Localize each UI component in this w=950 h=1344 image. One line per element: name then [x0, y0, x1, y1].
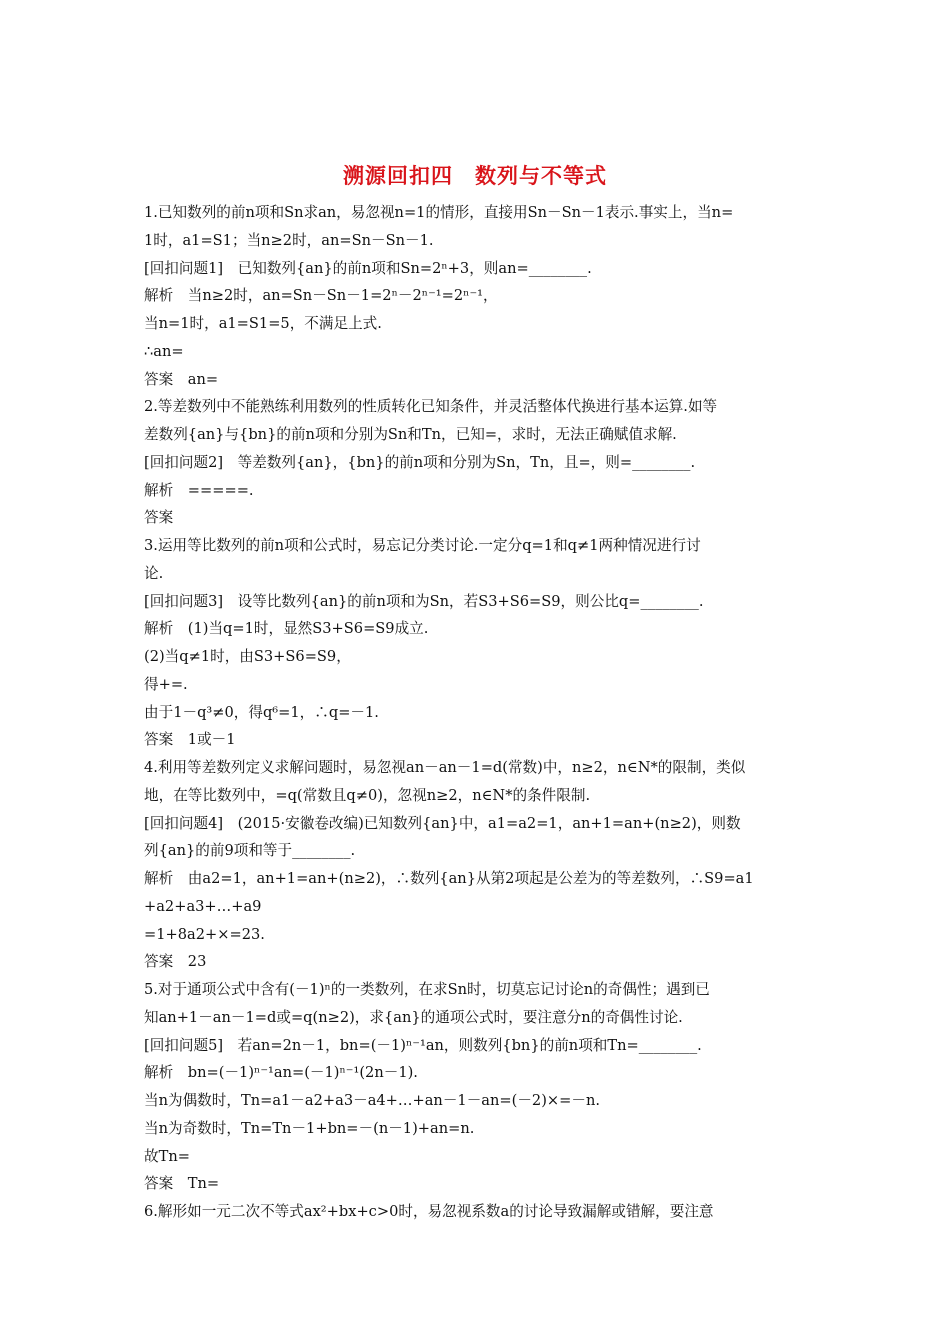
- text-line: [回扣问题1] 已知数列{an}的前n项和Sn=2ⁿ+3，则an=________.: [144, 259, 592, 277]
- text-line: [回扣问题5] 若an=2n－1，bn=(－1)ⁿ⁻¹an，则数列{bn}的前n项和Tn=________.: [144, 1036, 702, 1054]
- text-line: 5.对于通项公式中含有(－1)ⁿ的一类数列，在求Sn时，切莫忘记讨论n的奇偶性；遇到已: [144, 981, 710, 998]
- text-line: 解析 (1)当q=1时，显然S3+S6=S9成立.: [144, 620, 429, 638]
- text-line: 答案 23: [144, 953, 207, 971]
- text-line: 当n为偶数时，Tn=a1－a2+a3－a4+…+an－1－an=(－2)×=－n.: [144, 1092, 600, 1109]
- text-line: 2.等差数列中不能熟练利用数列的性质转化已知条件，并灵活整体代换进行基本运算.如等: [144, 398, 718, 416]
- document-title: 溯源回扣四 数列与不等式: [343, 164, 607, 188]
- document-body: [144, 199, 812, 1226]
- text-line: 解析 由a2=1，an+1=an+(n≥2)，∴数列{an}从第2项起是公差为的等差数列，∴S9=a1: [144, 870, 754, 887]
- text-line: 答案 1或－1: [144, 731, 236, 749]
- text-line: [回扣问题4] (2015·安徽卷改编)已知数列{an}中，a1=a2=1，an+1=an+(n≥2)，则数: [144, 814, 741, 832]
- text-line: =1+8a2+×=23.: [144, 925, 265, 943]
- text-line: 知an+1－an－1=d或=q(n≥2)，求{an}的通项公式时，要注意分n的奇偶性讨论.: [144, 1008, 683, 1026]
- text-line: 差数列{an}与{bn}的前n项和分别为Sn和Tn，已知=，求时，无法正确赋值求解.: [144, 426, 677, 443]
- text-line: 4.利用等差数列定义求解问题时，易忽视an－an－1=d(常数)中，n≥2，n∈N*的限制，类似: [144, 759, 746, 776]
- text-line: 答案: [144, 509, 174, 527]
- text-line: [回扣问题2] 等差数列{an}，{bn}的前n项和分别为Sn，Tn，且=，则=________.: [144, 453, 696, 471]
- text-line: 解析 bn=(－1)ⁿ⁻¹an=(－1)ⁿ⁻¹(2n－1).: [144, 1064, 418, 1082]
- text-line: 得+=.: [144, 675, 188, 693]
- text-line: 当n为奇数时，Tn=Tn－1+bn=－(n－1)+an=n.: [144, 1119, 475, 1137]
- text-line: ∴an=: [144, 342, 184, 360]
- text-line: 1时，a1=S1；当n≥2时，an=Sn－Sn－1.: [144, 231, 434, 249]
- text-line: +a2+a3+…+a9: [144, 897, 262, 915]
- text-line: 列{an}的前9项和等于________.: [144, 842, 356, 860]
- text-line: 1.已知数列的前n项和Sn求an，易忽视n=1的情形，直接用Sn－Sn－1表示.事实上，当n=: [144, 204, 734, 221]
- text-line: 地，在等比数列中，=q(常数且q≠0)，忽视n≥2，n∈N*的条件限制.: [144, 786, 591, 804]
- text-line: 答案 Tn=: [144, 1175, 220, 1193]
- text-line: 答案 an=: [144, 370, 219, 388]
- text-line: 故Tn=: [144, 1147, 190, 1165]
- text-line: 3.运用等比数列的前n项和公式时，易忘记分类讨论.一定分q=1和q≠1两种情况进行讨: [144, 537, 701, 554]
- text-line: 论.: [144, 564, 164, 582]
- text-line: [回扣问题3] 设等比数列{an}的前n项和为Sn，若S3+S6=S9，则公比q=________.: [144, 592, 704, 610]
- text-line: 6.解形如一元二次不等式ax²+bx+c>0时，易忽视系数a的讨论导致漏解或错解，要注意: [144, 1203, 714, 1220]
- text-line: 解析 =====.: [144, 481, 254, 499]
- text-line: (2)当q≠1时，由S3+S6=S9，: [144, 648, 351, 665]
- text-line: 当n=1时，a1=S1=5，不满足上式.: [144, 315, 382, 332]
- text-line: 解析 当n≥2时，an=Sn－Sn－1=2ⁿ－2ⁿ⁻¹=2ⁿ⁻¹，: [144, 287, 498, 305]
- text-line: 由于1－q³≠0，得q⁶=1，∴q=－1.: [144, 703, 379, 721]
